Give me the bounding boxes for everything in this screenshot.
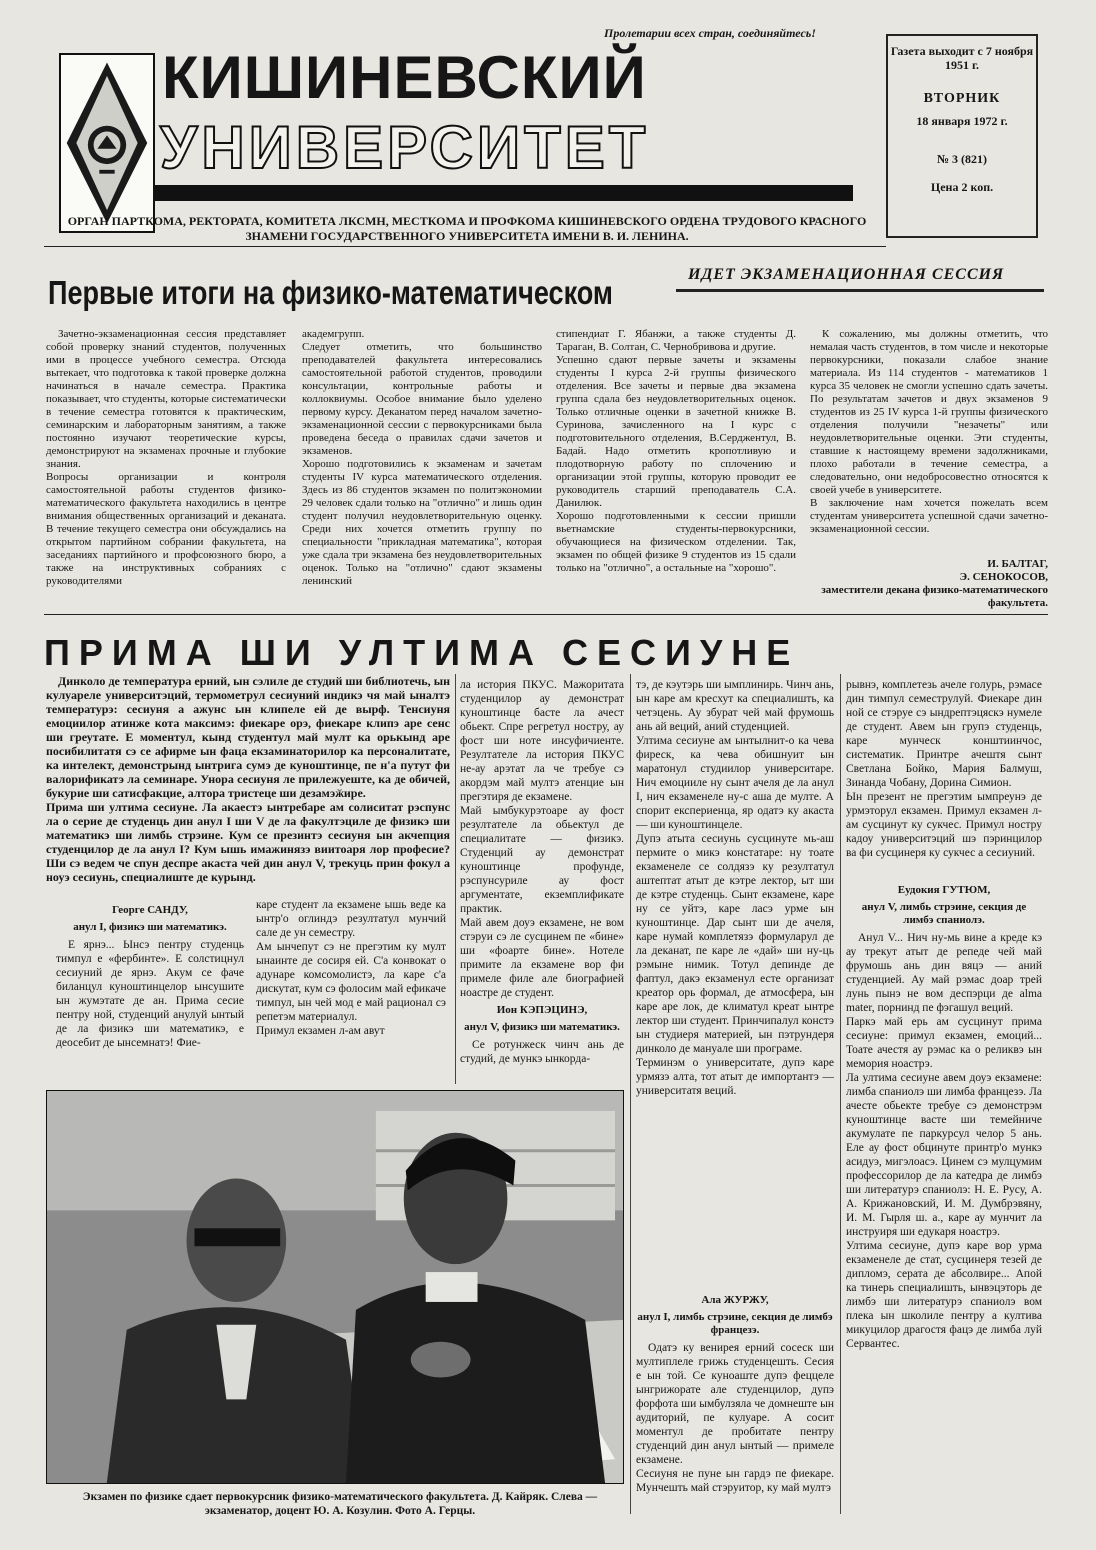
article1-divider — [44, 614, 1048, 615]
masthead-title-line1: КИШИНЕВСКИЙ — [162, 44, 647, 111]
article1-column-2 — [302, 328, 542, 606]
article2-lead — [46, 674, 450, 884]
article1-col2-text: академгрупп. Следует отметить, что большинство преподавателей факультета интересовались самостоятельной работой студентов, проводили консультации, контрольные работы и коллоквиумы. Особое внимание было уделено первому курсу. Деканатом перед началом зачетно-экзаменационной сессии с первокурсниками была проведена беседа о правилах сдачи зачетов и экзаменов. Хорошо подготовились к экзаменам и зачетам студенты IV курса математического отделения. Здесь из 86 студентов экзамен по политэкономии 29 человек сдали только на "отлично" и лишь один студент получил неудовлетворительную оценку. Среди них хочется отметить группу по специальности "прикладная математика", которая уже сдала три экзамена без неудовлетворительных оценок. Только на "отлично" сдают экзамены ленинский — [302, 328, 542, 587]
article2-author1-block — [56, 900, 244, 1086]
article1-col3-text: стипендиат Г. Ябанжи, а также студенты Д. Тараган, В. Солтан, С. Чернобривова и другие. Успешно сдают первые зачеты и экзамены студенты I курса 2-й группы физического отделения. Все зачеты и первые два экзамена группа сдала без неудовлетворительных оценок. Только отличные оценки в зачетной книжке В. Суринова, зачисленного на I курс с подготовительного отделения, В.Серджентул, В. Бадай. Надо отметить кропотливую и плодотворную работу по сплочению и организации этой группы, которую проводит ее руководитель старший преподаватель С.А. Данилюк. Хорошо подготовленными к сессии пришли вьетнамские студенты-первокурсники, обучающиеся на физическом отделении. Так, экзамен по общей физике 9 студентов из 15 сдали только на "отлично", а остальные на "хорошо". — [556, 328, 796, 574]
article2-headline: ПРИМА ШИ УЛТИМА СЕСИУНЕ — [44, 632, 800, 673]
article2-column-5 — [846, 678, 1042, 878]
column-rule — [455, 674, 456, 1084]
author4-text: Анул V... Нич ну-мь вине а креде кэ ау трекут атыт де репеде чей май фрумошь ань дин вяцэ — аний студенцией. Ау май рэмас доар трей лунь пынэ не вом деспэрци де alma mater, порнинд пе фэгашул веций. Паркэ май ерь ам сусцинут прима сесиуне: примул екзамен, емоций... Тоате ачестя ау рэмас ка о реликвэ ын мемория ноастрэ. Ла ултима сесиуне авем доуэ екзамене: лимба спаниолэ ши лимба францезэ. Ла ачесте обьекте требуе сэ демонстрэм куноштинце ваcте ши темейниче акумулате пе паркурсул челор 5 ань. Еле ау фост обцинуте принтр'о мункэ асидуэ, мигэлоасэ. Цинем сэ мулцумим профессорилор де ла катедра де лимбэ ши литературэ спаниолэ: Н. Е. Русу, А. А. Крижановский, И. М. Думбрэвяну, И. М. Гырля ш. а., каре ау мунчит ла инструиря ши едукаря ноастрэ. Ултима сесиуне, дупэ каре вор урма екзамeнеле де стат, сусцинеря тезей де дипломэ, серата де абсолвире... Апой ка тинерь специалишть, ынвэцэторь де лимбэ ши литературэ спаниолэ вом плека ын школиле пентру а култива микуцилор драгостя фацэ де лимба луй Сервантес. — [846, 932, 1042, 1350]
article1-headline: Первые итоги на физико-математическом — [48, 274, 613, 311]
author3-text-col5: рывнэ, комплетезь ачеле голурь, рэмасе дин тимпул семеструлуй. Фиекаре дин ной се стэруе сэ ындрептэцяскэ нумеле де студент. Авем ын групэ студенць, каре мунческ конштиинчос, систематик. Принтре ачештя сынт Светлана Бойко, Мария Балмуш, Зинанда Чобану, Дорина Симион. Ын презент не прегэтим ымпреунэ де урмэторул екзамен. Примул екзамен л-ам сусцинут ку сукчес. Примул ностру кадоу университэций шэ пэринцилор ва фи сусцинеря ку сукчес а сесиуний. — [846, 679, 1042, 859]
author3-text: Одатэ ку венирея ерний сосеск ши мултиплеле грижь студенцешть. Сесия е ын той. Се куноаште дупэ феццеле ынгрижорате але студенцилор, дупэ форфота ши ымбулзяла че домнеште ын аудиторий, пе кулуаре. А сосит моментул де пробитате пентру студенций дин анул ынтый — примеле екзамене. Сесиуня не пуне ын гардэ пе фиекаре. Мунчешть май стэруитор, ку май мултэ — [636, 1342, 834, 1494]
author2-info: анул V, физикэ ши математикэ. — [464, 1021, 620, 1033]
masthead-divider — [44, 246, 886, 247]
article1-signature-1: И. БАЛТАГ, — [987, 558, 1048, 570]
column-rule — [840, 674, 841, 1514]
article1-column-3 — [556, 328, 796, 606]
masthead-slogan: Пролетарии всех стран, соединяйтесь! — [604, 26, 816, 40]
issue-price: Цена 2 коп. — [930, 180, 994, 194]
author2-text-col4: тэ, де кэутэрь ши ымплинирь. Чинч ань, ын каре ам кресхут ка специалишть, ка четэцень. Ау збурат чей май фрумошь ань ай веций, аний студенцией. Ултима сесиуне ам ынтылнит-о ка чева фиреск, ка чева обишнуит ын маратонул студиилор университаре. Нич емоцииле ну сынт ачеля де ла анул I, нич екзамeнеле ну-с аша де мулте. А спорит експериенца, яр одатэ ку акаста — ши куноштинцеле. Дупэ атыта сесиунь сусцинуте мь-аш пермите о микэ констатаре: ну тоате екзаменеле се солдязэ ку резултатул аштептат атыт де кэтре лектор, ыт ши де кэтре студенць. Сынт екзамене, каре ну се уйтэ, каре ласэ урме ын куноштинцe. Дар сынт ши де ачеля, каре нумай комплетязэ формуларул де ла деканат, пе каре ле «дай» ши ну-ць рэмыне нимик. Тотул депинде де фаптул, дакэ екзаменул есте организат креатор орь формал, де атмосфера, ын каре аре лок, де климатул креат ынтре лектор ши студент. Принчипалул констэ ын студиеря материей, ын пэтрундеря динколо де мануале ши програме. Терминэм о университате, дупэ каре урмязэ алта, тот атыт де импортантэ — университатя веций. — [636, 679, 834, 1097]
author1-info: анул I, физикэ ши математикэ. — [73, 921, 227, 933]
author3-name: Ала ЖУРЖУ, — [701, 1294, 769, 1306]
masthead-title-line2: УНИВЕРСИТЕТ — [160, 114, 650, 181]
article1-signature — [810, 558, 1048, 610]
article1-column-4 — [810, 328, 1048, 558]
column-rule — [630, 674, 631, 1514]
article1-rubric: ИДЕТ ЭКЗАМЕНАЦИОННАЯ СЕССИЯ — [688, 266, 1005, 283]
article1-signature-3: заместители декана физико-математического факультета. — [821, 584, 1048, 609]
author1-name: Георге САНДУ, — [112, 904, 188, 916]
article2-author3-block — [636, 1290, 834, 1514]
article1-col4-text: К сожалению, мы должны отметить, что немалая часть студентов, в том числе и некоторые первокурсники, показали слабое знание материала. Из 114 студентов - математиков 1 курса 35 человек не смогли успешно сдать зачеты. По результатам зачетов и двух экзаменов 9 студентов из 25 IV курса 1-й группы физического отделения получили "незачеты" или неудовлетворительные оценки. Эти студенты, ставшие к настоящему времени задолжниками, плохо работали в течение семестра, а следовательно, они недобросовестно относятся к своей учебе в университете. В заключение нам хочется пожелать всем студентам университета успешной сдачи зачетно-экзаменационной сессии. — [810, 328, 1048, 535]
author4-info: анул V, лимбь стрэине, секция де лимбэ спаниолэ. — [861, 901, 1027, 926]
author1-text-col2: каре студент ла екзамене ышь веде ка ынтр'о оглиндэ резултатул мунчий сале де ун семестру. Ам ынчепут сэ не прегэтим ку мулт ынаинте де сосиря ей. С'а конвокат о адунаре комсомолистэ, ла каре с'а дискутат, кум сэ фолосим май ефикаче тимпул, ын чей мод е май рационал сэ репетэм материалул. Примул екзамен л-ам авут — [256, 899, 446, 1037]
article2-author4-block — [846, 880, 1042, 1514]
photo-caption: Экзамен по физике сдает первокурсник физико-математического факультета. Д. Кайряк. Слева — экзаменатор, доцент Ю. А. Козулин. Фото А. Герцы. — [82, 1491, 598, 1517]
issue-since: Газета выходит с 7 ноября 1951 г. — [890, 44, 1034, 72]
exam-photo — [46, 1090, 624, 1484]
article1-signature-2: Э. СЕНОКОСОВ, — [959, 571, 1048, 583]
rubric-underline — [676, 289, 1044, 292]
author1-text-col3: ла история ПКУС. Мажоритата студенцилор ау демонстрат куноштинце басте ла ачест обьект. Спре регретул ностру, ау фост ши ноте инсуфичиенте. Резултателе ла история ПКУС не-ау арэтат ла че требуе сэ акордэм май мултэ атенцие ын прегэтиря де екзамене. Май ымбукурэтоаре ау фост резултателе ла обьектул де специалитате — физикэ. Студенций ау демонстрат куноштинце профунде, рэспунсуриле ау фост аргументате, екземплификате практик. Май авем доуэ екзамене, не вом стэруи сэ ле сусцинем пе «бине» ши «фоарте бине». Нотеле примите ла екзамене вор фи примеле филе але биографией ноастре де студент. — [460, 679, 624, 999]
issue-number: № 3 (821) — [936, 152, 988, 166]
author4-name: Еудокия ГУТЮМ, — [897, 884, 991, 896]
masthead-bar — [153, 185, 853, 201]
issue-weekday: ВТОРНИК — [923, 91, 1001, 106]
article2-lead-text: Динколо де температура ерний, ын сэлиле де студий ши библиотечь, ын кулуареле университэций, термометрул сесиуний индикэ чя май ынaлтэ температурэ: сесиуня а ажунс ын клипеле ей де вырф. Тенсиуня емоциилор атинже кота максимэ: фиекаре орэ, фиекаре клипэ аре сенс ши греутате. Е моментул, кынд студентул май мулт ка орькынд аре посибилитатя сэ се афирме ын фаца екзаминаторилор ка персоналитате, ка интелект, демонстрынд ынтрига сумэ де куноштинце, пе н'а путут фи валорификатэ ла семинаре. Унора сесиуня ле прилежуеште, ка де обичей, букурие ши сатисфакцие, алтора тристеце ши дезамэӂире. Прима ши ултима сесиуне. Ла акаестэ ынтребаре ам солиситат рэспунс ла о серие де студенць дин анул I ши V де ла факултэциле де физикэ ши математикэ ши лимбь стрэине. Кум се презинтэ сесиуня ын акчепция студенцилор де ла анул I? Кум ышь имажинязэ виитоаря лор професие? Ши сэ ведем че спун деспре акаста чей дин анул V, трекуць прин фокул а ноуэ сесиунь, специалиштe де курынд. — [46, 674, 450, 884]
issue-date: 18 января 1972 г. — [916, 114, 1008, 128]
issue-info-box — [886, 34, 1038, 238]
article2-column-4 — [636, 678, 834, 1286]
article2-author1-cont — [256, 898, 446, 1086]
author2-text-start: Се ротунжеск чинч ань де студий, де мункэ ынкорда- — [460, 1039, 624, 1065]
author1-text-col1: Е ярнэ... Ынсэ пентру студенць тимпул е «фербинте». Е солстицнул сесиуний де ярнэ. Акум се фаче биланцул куноштинцелор ынсушите ын жумэтате де ан. Прима сесие пентру ной, студенций анулуй ынтый де ла физикэ ши математикэ, е деосебит де ынсемнатэ! Фие- — [56, 939, 244, 1049]
university-emblem-icon — [59, 53, 155, 233]
masthead-organ-line: ОРГАН ПАРТКОМА, РЕКТОРАТА, КОМИТЕТА ЛКСМН, МЕСТКОМА И ПРОФКОМА КИШИНЕВСКОГО ОРДЕНА ТРУДОВОГО КРАСНОГО ЗНАМЕНИ ГОСУДАРСТВЕННОГО УНИВЕРСИТЕТА ИМЕНИ В. И. ЛЕНИНА. — [67, 214, 867, 243]
author2-name: Ион КЭПЭЦИНЭ, — [496, 1004, 588, 1016]
author3-info: анул I, лимбь стрэине, секция де лимбэ францезэ. — [637, 1311, 833, 1336]
article2-column-3 — [460, 678, 624, 1080]
article1-col1-text: Зачетно-экзаменационная сессия представляет собой проверку знаний студентов, полученных ими в процессе учебного семестра. Отсюда вытекает, что подготовка к такой проверке должна начинаться в начале семестра. Практика показывает, что студенты, которые систематически в течение семестра готовятся к практическим, семинарским и лабораторным занятиям, а также постоянно изучают теоретические курсы, демонстрируют на экзаменах прочные и глубокие знания. Вопросы организации и контроля самостоятельной работы студентов физико-математического факультета находились в центре внимания общественных организаций и деканата. В течение текущего семестра они обсуждались на открытом партийном собрании факультета, на заседаниях партийного и профсоюзного бюро, а также на инструктивных собраниях с руководителями — [46, 328, 286, 587]
article1-column-1 — [46, 328, 286, 606]
